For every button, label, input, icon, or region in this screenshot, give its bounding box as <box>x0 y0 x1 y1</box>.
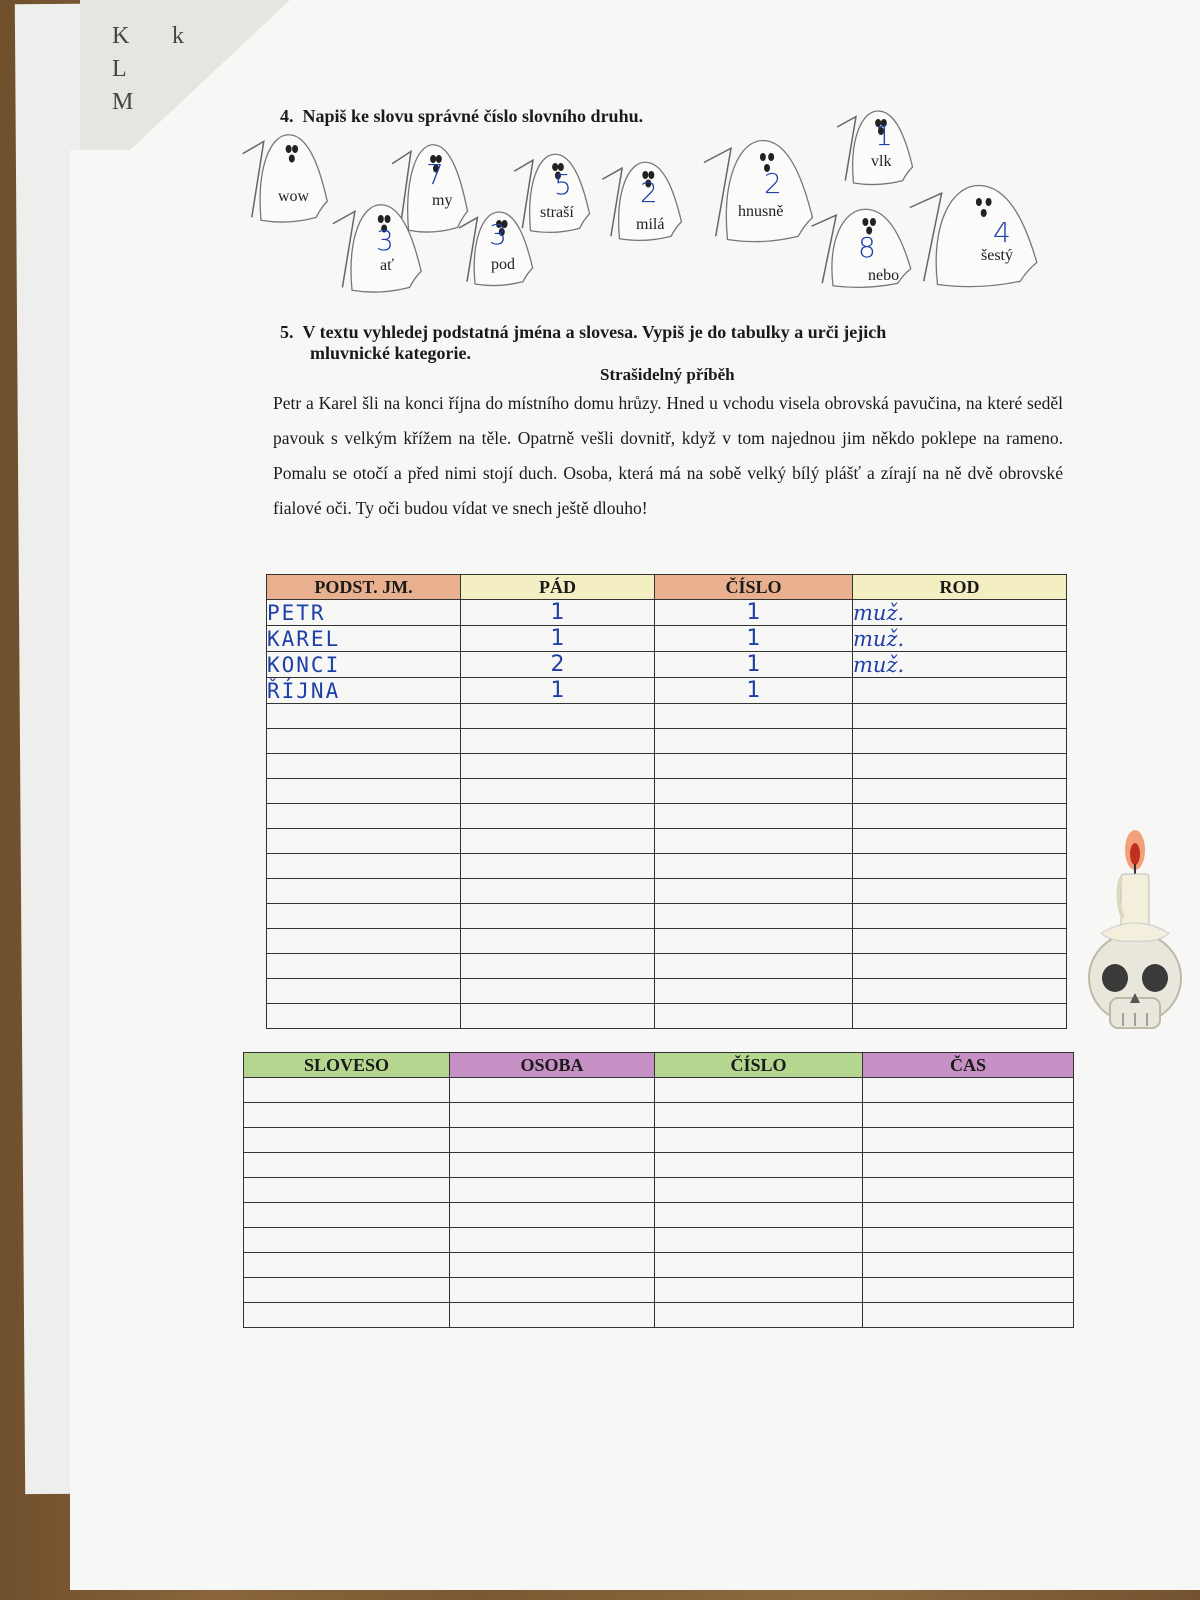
noun-cell[interactable]: ŘÍJNA <box>267 678 461 704</box>
ghost-item <box>455 208 535 288</box>
noun-table-row <box>267 704 1067 729</box>
noun-table-row <box>267 854 1067 879</box>
verb-cell[interactable] <box>450 1278 655 1303</box>
noun-table-row <box>267 729 1067 754</box>
verb-table-row <box>244 1103 1074 1128</box>
verb-cell[interactable] <box>244 1103 450 1128</box>
verb-cell[interactable] <box>450 1253 655 1278</box>
ghost-word: ať <box>380 257 394 274</box>
ghost-answer[interactable]: 2 <box>640 176 658 209</box>
verb-cell[interactable] <box>244 1253 450 1278</box>
verb-cell[interactable] <box>450 1178 655 1203</box>
ghost-item <box>598 158 684 243</box>
noun-cell[interactable] <box>267 854 461 879</box>
noun-cell[interactable] <box>853 678 1067 704</box>
ghost-word: hnusně <box>738 203 784 220</box>
noun-cell[interactable] <box>655 979 853 1004</box>
verb-table-row <box>244 1278 1074 1303</box>
noun-cell[interactable]: 1 <box>461 678 655 704</box>
ghost-item <box>833 107 915 187</box>
noun-cell[interactable] <box>267 979 461 1004</box>
noun-cell[interactable] <box>461 704 655 729</box>
header-cislo-verb: ČÍSLO <box>655 1053 863 1078</box>
noun-cell[interactable] <box>655 1004 853 1029</box>
verb-cell[interactable] <box>450 1078 655 1103</box>
verb-cell[interactable] <box>655 1153 863 1178</box>
verb-cell[interactable] <box>655 1103 863 1128</box>
corner-letter: k <box>172 23 184 49</box>
noun-table-header <box>267 575 1067 600</box>
noun-cell[interactable] <box>461 954 655 979</box>
verb-cell[interactable] <box>655 1278 863 1303</box>
ghost-answer[interactable]: 8 <box>858 231 876 264</box>
task5-title-line1: 5. V textu vyhledej podstatná jména a slovesa. Vypiš je do tabulky a urči jejich <box>280 322 887 342</box>
ghost-word: milá <box>636 216 665 233</box>
verb-cell[interactable] <box>655 1128 863 1153</box>
header-cas: ČAS <box>863 1053 1074 1078</box>
noun-cell[interactable] <box>655 804 853 829</box>
ghost-item <box>903 180 1041 290</box>
noun-table-row <box>267 600 1067 626</box>
verb-cell[interactable] <box>450 1128 655 1153</box>
noun-cell[interactable] <box>655 829 853 854</box>
noun-cell[interactable] <box>655 879 853 904</box>
noun-cell[interactable] <box>267 929 461 954</box>
noun-cell[interactable]: 1 <box>655 652 853 678</box>
noun-cell[interactable] <box>853 804 1067 829</box>
verb-cell[interactable] <box>655 1228 863 1253</box>
story-text: Petr a Karel šli na konci října do místního domu hrůzy. Hned u vchodu visela obrovská pavučina, na které seděl pavouk s velkým křížem na těle. Opatrně vešli dovnitř, když v tom najednou jim někdo poklepe na rameno. Pomalu se otočí a před nimi stojí duch. Osoba, která má na sobě velký bílý plášť a zírají na ně dvě obrovské fialové oči. Ty oči budou vídat ve snech ještě dlouho! <box>273 393 1063 518</box>
verb-table-header <box>244 1053 1074 1078</box>
noun-table-row <box>267 929 1067 954</box>
noun-cell[interactable] <box>655 954 853 979</box>
verb-cell[interactable] <box>863 1078 1074 1103</box>
noun-cell[interactable] <box>853 979 1067 1004</box>
verb-cell[interactable] <box>450 1303 655 1328</box>
noun-table-row <box>267 1004 1067 1029</box>
noun-table-row <box>267 652 1067 678</box>
noun-cell[interactable] <box>853 729 1067 754</box>
header-pad: PÁD <box>461 575 655 600</box>
noun-cell[interactable] <box>461 804 655 829</box>
header-sloveso: SLOVESO <box>244 1053 450 1078</box>
noun-cell[interactable]: muž. <box>853 652 1067 678</box>
noun-cell[interactable]: muž. <box>853 626 1067 652</box>
noun-cell[interactable]: KONCI <box>267 652 461 678</box>
noun-cell[interactable] <box>655 854 853 879</box>
ghost-word: nebo <box>868 267 900 284</box>
verb-cell[interactable] <box>863 1103 1074 1128</box>
verb-table-row <box>244 1128 1074 1153</box>
ghost-item <box>238 130 330 225</box>
ghost-word: vlk <box>871 153 892 170</box>
noun-cell[interactable]: 1 <box>461 600 655 626</box>
noun-cell[interactable]: 1 <box>655 600 853 626</box>
noun-cell[interactable] <box>655 904 853 929</box>
ghost-word: wow <box>278 188 310 205</box>
noun-cell[interactable]: 1 <box>655 678 853 704</box>
verb-cell[interactable] <box>655 1203 863 1228</box>
noun-cell[interactable] <box>853 704 1067 729</box>
ghost-item <box>806 205 914 290</box>
verb-cell[interactable] <box>244 1228 450 1253</box>
noun-cell[interactable] <box>655 929 853 954</box>
noun-cell[interactable] <box>267 779 461 804</box>
noun-cell[interactable] <box>461 904 655 929</box>
ghost-word: straší <box>540 204 574 221</box>
header-cislo: ČÍSLO <box>655 575 853 600</box>
verb-cell[interactable] <box>244 1278 450 1303</box>
ghost-item <box>328 200 424 295</box>
verb-table-row <box>244 1153 1074 1178</box>
verb-cell[interactable] <box>863 1303 1074 1328</box>
noun-cell[interactable] <box>853 854 1067 879</box>
noun-cell[interactable] <box>853 754 1067 779</box>
ghost-answer[interactable]: 4 <box>993 216 1011 249</box>
verb-cell[interactable] <box>450 1153 655 1178</box>
noun-table-row <box>267 678 1067 704</box>
noun-cell[interactable] <box>461 829 655 854</box>
ghost-answer[interactable]: 1 <box>875 119 893 152</box>
noun-table-row <box>267 979 1067 1004</box>
noun-cell[interactable] <box>853 929 1067 954</box>
ghost-icon <box>833 107 915 187</box>
verb-cell[interactable] <box>244 1178 450 1203</box>
noun-cell[interactable] <box>853 829 1067 854</box>
verb-table-row <box>244 1253 1074 1278</box>
noun-cell[interactable] <box>267 829 461 854</box>
verb-cell[interactable] <box>655 1178 863 1203</box>
ghost-icon <box>238 130 330 225</box>
noun-cell[interactable] <box>853 1004 1067 1029</box>
noun-cell[interactable]: KAREL <box>267 626 461 652</box>
noun-table-row <box>267 804 1067 829</box>
verb-cell[interactable] <box>863 1128 1074 1153</box>
noun-cell[interactable] <box>461 729 655 754</box>
verb-cell[interactable] <box>863 1178 1074 1203</box>
verb-cell[interactable] <box>244 1128 450 1153</box>
verb-cell[interactable] <box>863 1253 1074 1278</box>
noun-table-row <box>267 879 1067 904</box>
verb-cell[interactable] <box>450 1103 655 1128</box>
noun-cell[interactable]: muž. <box>853 600 1067 626</box>
header-podst-jm: PODST. JM. <box>267 575 461 600</box>
ghost-answer[interactable]: 2 <box>764 167 782 200</box>
noun-cell[interactable] <box>461 929 655 954</box>
verb-table-row <box>244 1203 1074 1228</box>
ghost-answer[interactable]: 7 <box>426 158 444 191</box>
verb-cell[interactable] <box>863 1228 1074 1253</box>
noun-cell[interactable] <box>461 1004 655 1029</box>
noun-cell[interactable] <box>461 854 655 879</box>
ghost-answer[interactable]: 3 <box>489 218 507 251</box>
candle-skull-icon <box>1085 828 1185 1048</box>
verb-cell[interactable] <box>655 1078 863 1103</box>
verb-cell[interactable] <box>244 1153 450 1178</box>
noun-table-row <box>267 779 1067 804</box>
ghost-icon <box>903 180 1041 290</box>
noun-cell[interactable] <box>853 954 1067 979</box>
verb-table <box>243 1052 1074 1328</box>
noun-cell[interactable] <box>655 704 853 729</box>
noun-cell[interactable] <box>267 804 461 829</box>
ghost-word: šestý <box>981 247 1013 264</box>
noun-table-row <box>267 904 1067 929</box>
noun-cell[interactable] <box>267 954 461 979</box>
task5-title-line2: mluvnické kategorie. <box>310 343 471 363</box>
verb-cell[interactable] <box>244 1078 450 1103</box>
noun-cell[interactable] <box>655 754 853 779</box>
header-osoba: OSOBA <box>450 1053 655 1078</box>
noun-cell[interactable] <box>655 729 853 754</box>
verb-table-row <box>244 1228 1074 1253</box>
verb-table-row <box>244 1303 1074 1328</box>
noun-cell[interactable] <box>267 1004 461 1029</box>
corner-letter: M <box>112 89 134 115</box>
noun-cell[interactable]: 2 <box>461 652 655 678</box>
corner-letters <box>112 20 184 119</box>
noun-cell[interactable] <box>461 754 655 779</box>
noun-table-row <box>267 626 1067 652</box>
verb-cell[interactable] <box>863 1153 1074 1178</box>
noun-table-row <box>267 754 1067 779</box>
noun-cell[interactable] <box>267 729 461 754</box>
verb-cell[interactable] <box>863 1203 1074 1228</box>
noun-cell[interactable] <box>267 904 461 929</box>
noun-cell[interactable] <box>267 704 461 729</box>
noun-cell[interactable] <box>655 779 853 804</box>
noun-cell[interactable]: 1 <box>655 626 853 652</box>
ghost-word: pod <box>491 256 515 273</box>
noun-cell[interactable] <box>267 879 461 904</box>
verb-cell[interactable] <box>450 1228 655 1253</box>
noun-cell[interactable] <box>461 879 655 904</box>
task4-title: 4. Napiš ke slovu správné číslo slovního druhu. <box>280 106 644 126</box>
noun-cell[interactable] <box>461 779 655 804</box>
corner-letter: L <box>112 56 127 82</box>
noun-table-row <box>267 954 1067 979</box>
ghost-item <box>698 135 816 245</box>
verb-table-row <box>244 1078 1074 1103</box>
noun-cell[interactable] <box>461 979 655 1004</box>
ghost-icon <box>698 135 816 245</box>
ghost-answer[interactable]: 5 <box>554 168 572 201</box>
corner-letter: K <box>112 23 130 49</box>
verb-cell[interactable] <box>244 1303 450 1328</box>
ghost-answer[interactable]: 3 <box>376 224 394 257</box>
noun-cell[interactable] <box>853 879 1067 904</box>
noun-table-row <box>267 829 1067 854</box>
noun-cell[interactable] <box>267 754 461 779</box>
noun-cell[interactable] <box>853 904 1067 929</box>
verb-cell[interactable] <box>244 1203 450 1228</box>
verb-cell[interactable] <box>863 1278 1074 1303</box>
verb-cell[interactable] <box>655 1253 863 1278</box>
noun-cell[interactable]: 1 <box>461 626 655 652</box>
noun-cell[interactable] <box>853 779 1067 804</box>
noun-cell[interactable]: PETR <box>267 600 461 626</box>
verb-cell[interactable] <box>450 1203 655 1228</box>
header-rod: ROD <box>853 575 1067 600</box>
story-title: Strašidelný příběh <box>600 365 735 384</box>
noun-table <box>266 574 1067 1029</box>
verb-table-row <box>244 1178 1074 1203</box>
ghost-word: my <box>432 192 453 209</box>
verb-cell[interactable] <box>655 1303 863 1328</box>
